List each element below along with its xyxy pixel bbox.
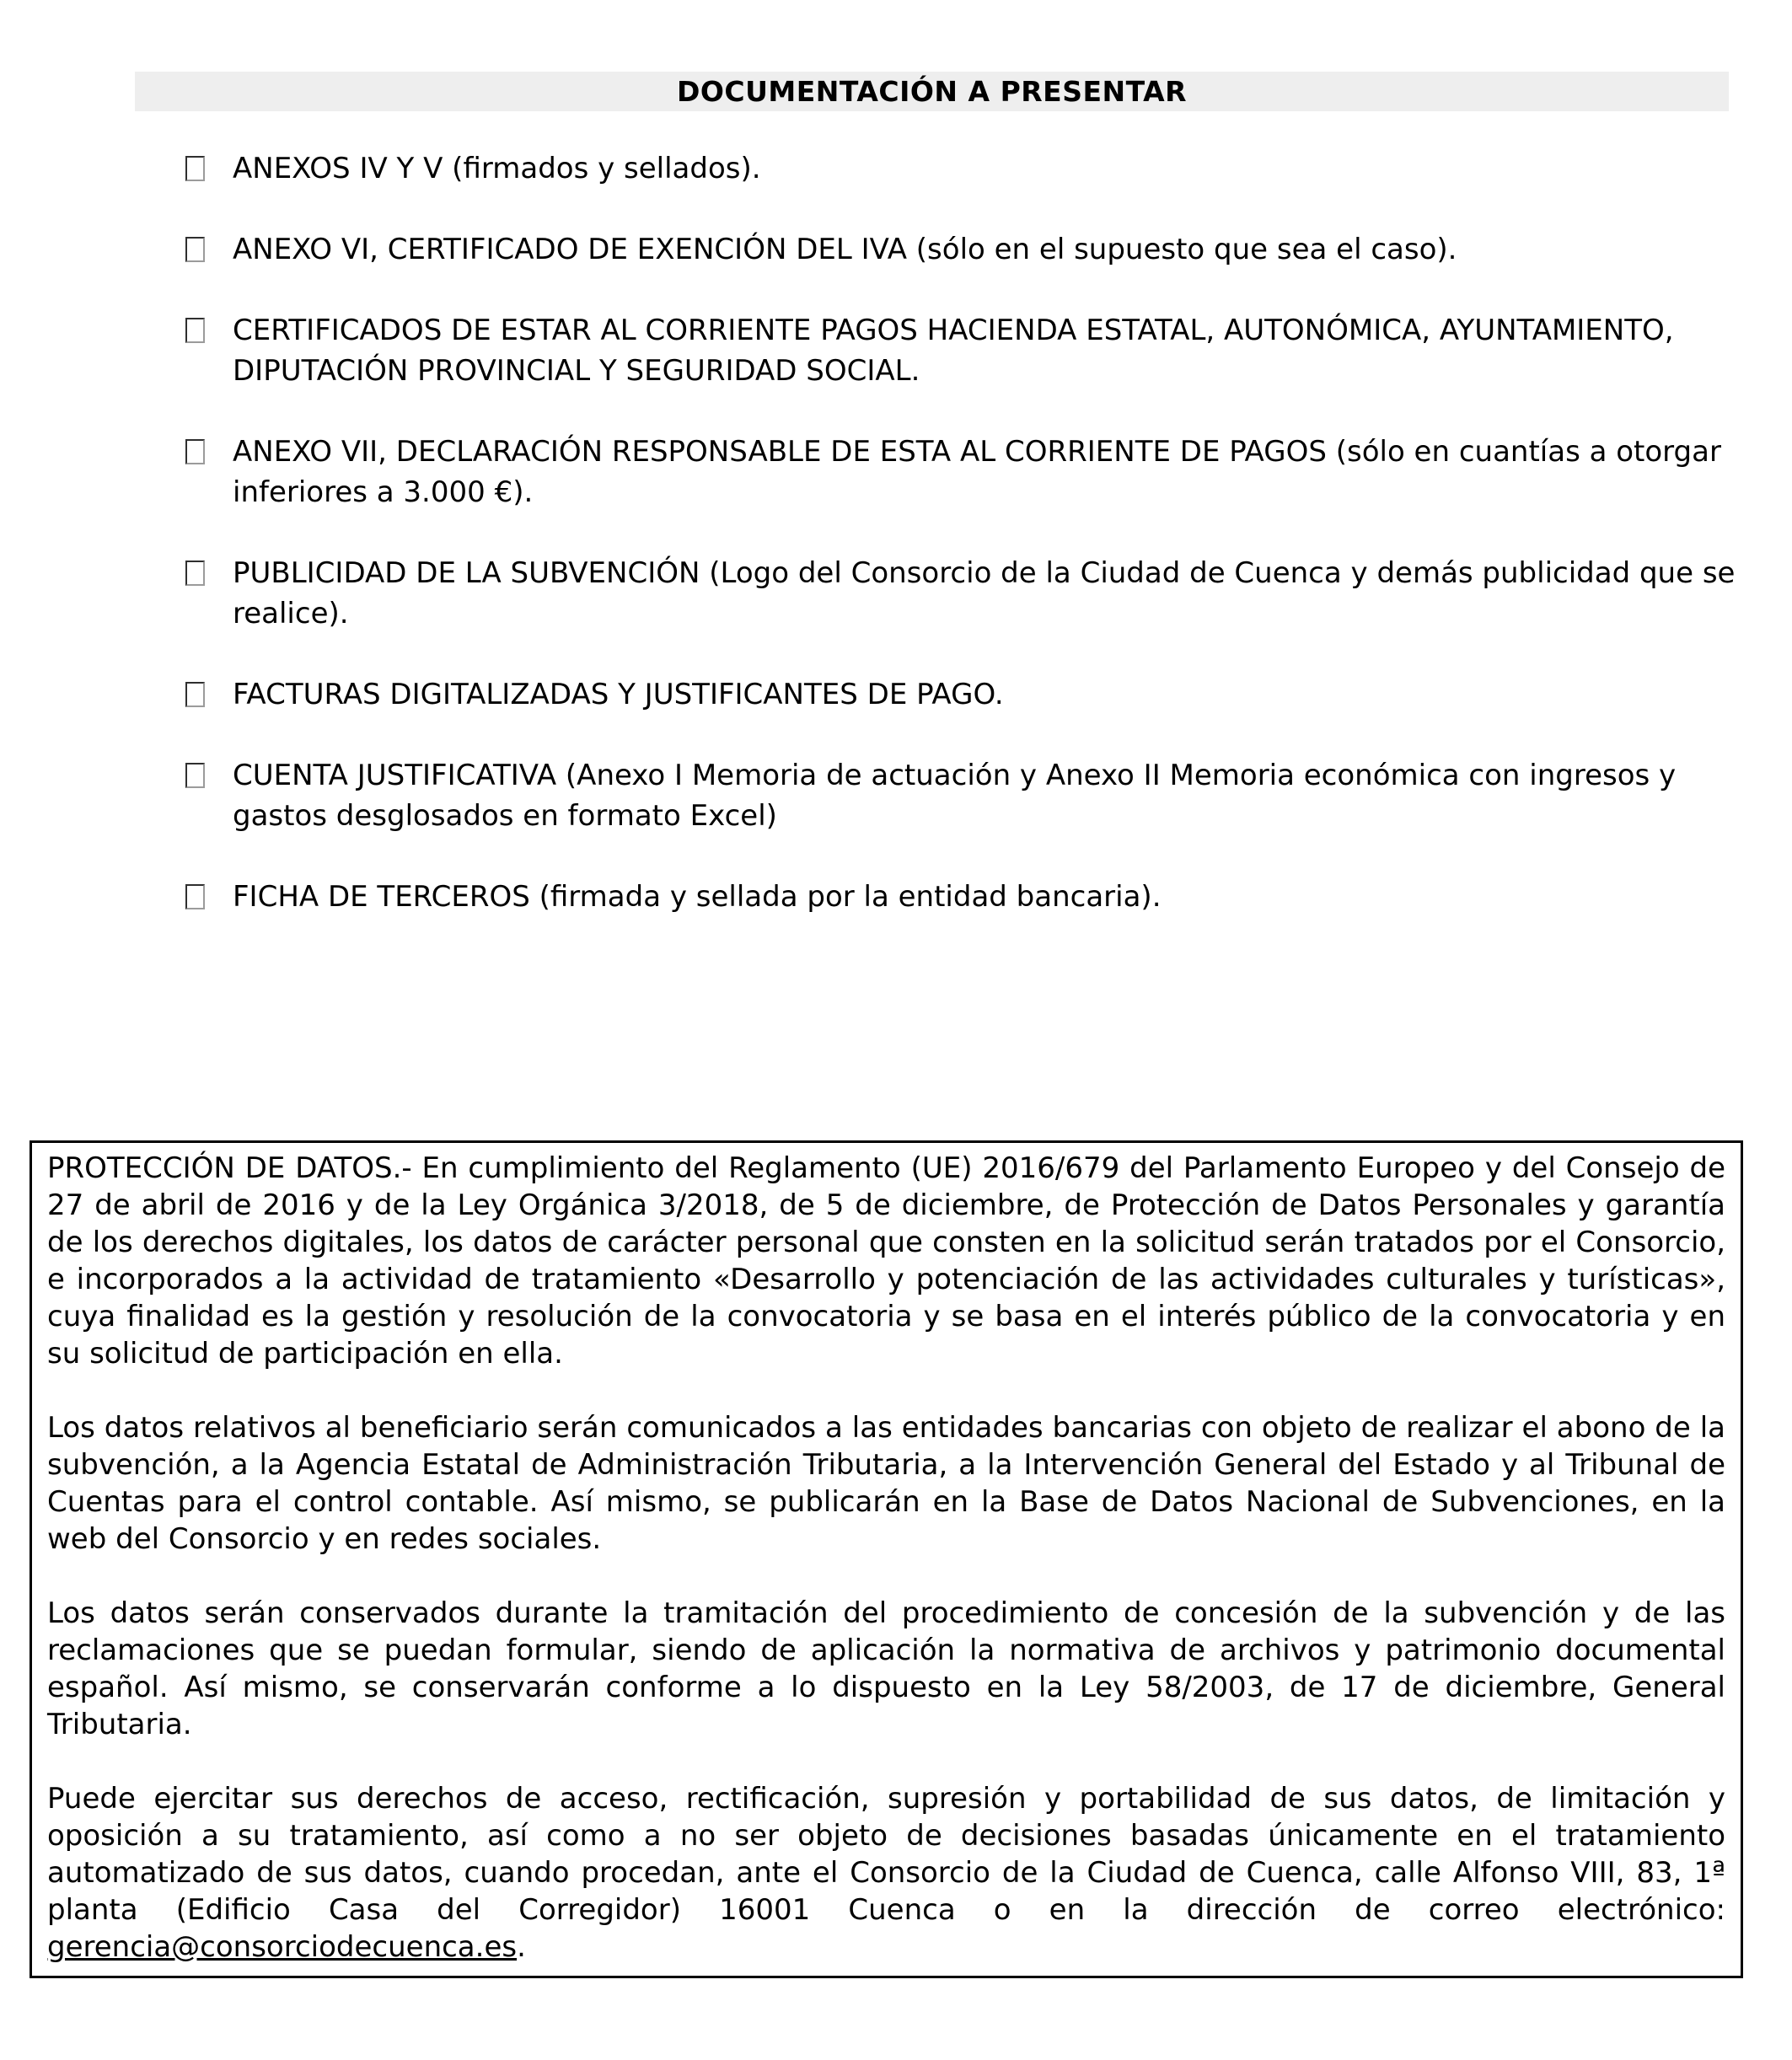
- privacy-paragraph-4: [47, 1780, 1725, 1966]
- checklist-item: [185, 553, 1741, 634]
- checkbox-icon[interactable]: [185, 682, 205, 707]
- privacy-paragraph-4-text: Puede ejercitar sus derechos de acceso, rectificación, supresión y portabilidad de sus datos, de limitación y oposición a su tratamiento, así como a no ser objeto de decisiones basadas únicamente en el tratamiento automatizado de sus datos, cuando procedan, ante el Consorcio de la Ciudad de Cuenca, calle Alfonso VIII, 83, 1ª planta (Edificio Casa del Corregidor) 16001 Cuenca o en la dirección de correo electrónico:: [47, 1782, 1725, 1927]
- checklist-item: [185, 310, 1741, 391]
- privacy-paragraph-4-period: .: [517, 1930, 526, 1964]
- checklist-item-label: FACTURAS DIGITALIZADAS Y JUSTIFICANTES DE PAGO.: [233, 678, 1004, 711]
- checkbox-icon[interactable]: [185, 318, 205, 343]
- email-link[interactable]: gerencia@consorciodecuenca.es: [47, 1930, 518, 1964]
- privacy-paragraph-3: Los datos serán conservados durante la tramitación del procedimiento de concesión de la subvención y de las reclamaciones que se puedan formular, siendo de aplicación la normativa de archivos y patrimonio documental español. Así mismo, se conservarán conforme a lo dispuesto en la Ley 58/2003, de 17 de diciembre, General Tributaria.: [47, 1596, 1725, 1741]
- section-header: [135, 72, 1729, 111]
- data-protection-notice: [30, 1140, 1743, 1978]
- checklist-item-label: ANEXO VII, DECLARACIÓN RESPONSABLE DE ESTA AL CORRIENTE DE PAGOS (sólo en cuantías a otorgar inferiores a 3.000 €).: [233, 435, 1721, 509]
- checklist-item: [185, 877, 1741, 917]
- checkbox-icon[interactable]: [185, 439, 205, 464]
- document-checklist: [185, 148, 1741, 958]
- privacy-paragraph-1: PROTECCIÓN DE DATOS.- En cumplimiento del Reglamento (UE) 2016/679 del Parlamento Europeo y del Consejo de 27 de abril de 2016 y de la Ley Orgánica 3/2018, de 5 de diciembre, de Protección de Datos Personales y garantía de los derechos digitales, los datos de carácter personal que consten en la solicitud serán tratados por el Consorcio, e incorporados a la actividad de tratamiento «Desarrollo y potenciación de las actividades culturales y turísticas», cuya finalidad es la gestión y resolución de la convocatoria y se basa en el interés público de la convocatoria y en su solicitud de participación en ella.: [47, 1151, 1725, 1371]
- privacy-paragraph-2: Los datos relativos al beneficiario serán comunicados a las entidades bancarias con objeto de realizar el abono de la subvención, a la Agencia Estatal de Administración Tributaria, a la Intervención General del Estado y al Tribunal de Cuentas para el control contable. Así mismo, se publicarán en la Base de Datos Nacional de Subvenciones, en la web del Consorcio y en redes sociales.: [47, 1411, 1725, 1556]
- checkbox-icon[interactable]: [185, 763, 205, 788]
- checkbox-icon[interactable]: [185, 884, 205, 909]
- checklist-item: [185, 674, 1741, 715]
- checklist-item-label: CUENTA JUSTIFICATIVA (Anexo I Memoria de actuación y Anexo II Memoria económica con ingresos y gastos desglosados en formato Excel): [233, 759, 1677, 833]
- checklist-item-label: FICHA DE TERCEROS (firmada y sellada por la entidad bancaria).: [233, 880, 1162, 914]
- checkbox-icon[interactable]: [185, 237, 205, 262]
- checkbox-icon[interactable]: [185, 561, 205, 586]
- checklist-item-label: ANEXOS IV Y V (firmados y sellados).: [233, 152, 761, 185]
- section-title: DOCUMENTACIÓN A PRESENTAR: [676, 75, 1188, 108]
- checklist-item: [185, 755, 1741, 836]
- checkbox-icon[interactable]: [185, 156, 205, 181]
- checklist-item: [185, 148, 1741, 189]
- checklist-item-label: PUBLICIDAD DE LA SUBVENCIÓN (Logo del Consorcio de la Ciudad de Cuenca y demás publicidad que se realice).: [233, 556, 1736, 630]
- checklist-item-label: ANEXO VI, CERTIFICADO DE EXENCIÓN DEL IVA (sólo en el supuesto que sea el caso).: [233, 233, 1457, 266]
- checklist-item-label: CERTIFICADOS DE ESTAR AL CORRIENTE PAGOS HACIENDA ESTATAL, AUTONÓMICA, AYUNTAMIENTO, DIPUTACIÓN PROVINCIAL Y SEGURIDAD SOCIAL.: [233, 314, 1674, 388]
- checklist-item: [185, 229, 1741, 270]
- checklist-item: [185, 432, 1741, 512]
